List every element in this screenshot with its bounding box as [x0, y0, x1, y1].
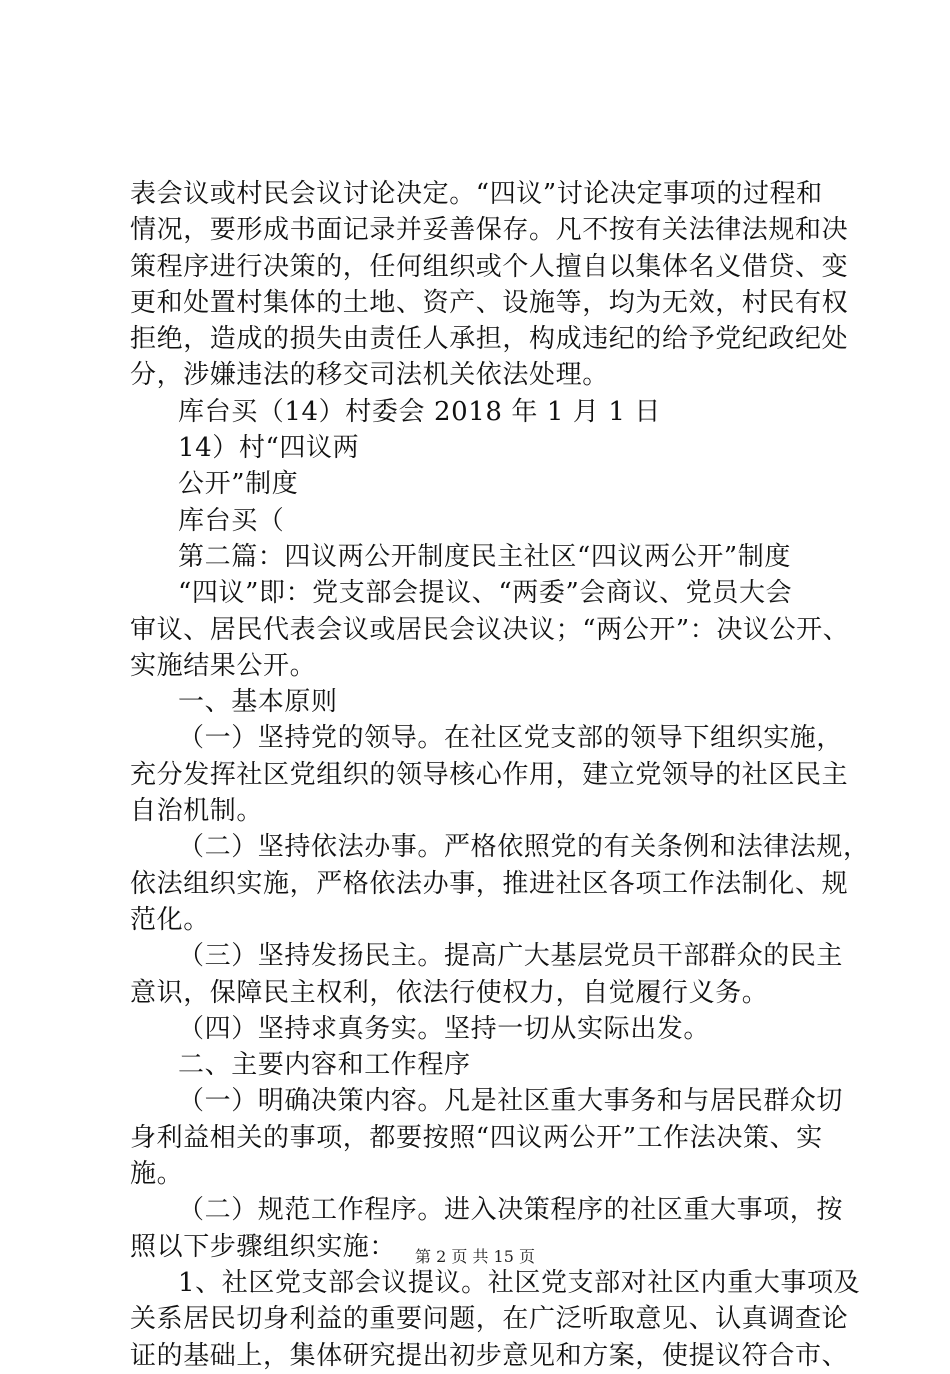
text-line: 拒绝，造成的损失由责任人承担，构成违纪的给予党纪政纪处: [130, 324, 849, 355]
text-line: 库台买（: [178, 505, 285, 536]
text-line: 自治机制。: [130, 796, 264, 827]
text-line: 分，涉嫌违法的移交司法机关依法处理。: [130, 360, 609, 391]
text-line: 一、基本原则: [178, 687, 338, 718]
text-line: “四议”即：党支部会提议、“两委”会商议、党员大会: [178, 578, 793, 609]
text-line: 库台买（14）村委会 2018 年 1 月 1 日: [178, 396, 661, 427]
text-line: （三）坚持发扬民主。提高广大基层党员干部群众的民主: [178, 941, 844, 972]
text-line: 照以下步骤组织实施：: [130, 1231, 397, 1262]
text-line: 14）村“四议两: [178, 433, 360, 464]
text-line: 二、主要内容和工作程序: [178, 1050, 471, 1081]
text-line: 依法组织实施，严格依法办事，推进社区各项工作法制化、规: [130, 868, 849, 899]
text-line: 充分发挥社区党组织的领导核心作用，建立党领导的社区民主: [130, 759, 849, 790]
text-line: （二）坚持依法办事。严格依照党的有关条例和法律法规，: [178, 832, 870, 863]
text-line: 证的基础上，集体研究提出初步意见和方案，使提议符合市、: [130, 1340, 849, 1371]
text-line: 施。: [130, 1159, 184, 1190]
text-line: 1、社区党支部会议提议。社区党支部对社区内重大事项及: [178, 1267, 861, 1298]
text-line: 身利益相关的事项，都要按照“四议两公开”工作法决策、实: [130, 1122, 823, 1153]
text-line: 范化。: [130, 904, 210, 935]
text-line: （一）明确决策内容。凡是社区重大事务和与居民群众切: [178, 1086, 844, 1117]
text-line: 公开”制度: [178, 469, 299, 500]
text-line: 意识，保障民主权利，依法行使权力，自觉履行义务。: [130, 977, 769, 1008]
text-line: 表会议或村民会议讨论决定。“四议”讨论决定事项的过程和: [130, 179, 823, 209]
document-body: [130, 176, 870, 1374]
text-line: 更和处置村集体的土地、资产、设施等，均为无效，村民有权: [130, 287, 849, 318]
text-line: （四）坚持求真务实。坚持一切从实际出发。: [178, 1013, 711, 1044]
text-line: （二）规范工作程序。进入决策程序的社区重大事项，按: [178, 1195, 844, 1226]
text-line: 策程序进行决策的，任何组织或个人擅自以集体名义借贷、变: [130, 251, 849, 282]
text-line: （一）坚持党的领导。在社区党支部的领导下组织实施，: [178, 723, 844, 754]
page-footer: 第 2 页 共 15 页: [415, 1247, 535, 1266]
text-line: 审议、居民代表会议或居民会议决议；“两公开”：决议公开、: [130, 614, 850, 645]
text-line: 情况，要形成书面记录并妥善保存。凡不按有关法律法规和决: [130, 215, 849, 246]
text-line: 关系居民切身利益的重要问题，在广泛听取意见、认真调查论: [130, 1304, 849, 1335]
text-line: 第二篇：四议两公开制度民主社区“四议两公开”制度: [178, 541, 791, 572]
text-line: 实施结果公开。: [130, 650, 317, 681]
